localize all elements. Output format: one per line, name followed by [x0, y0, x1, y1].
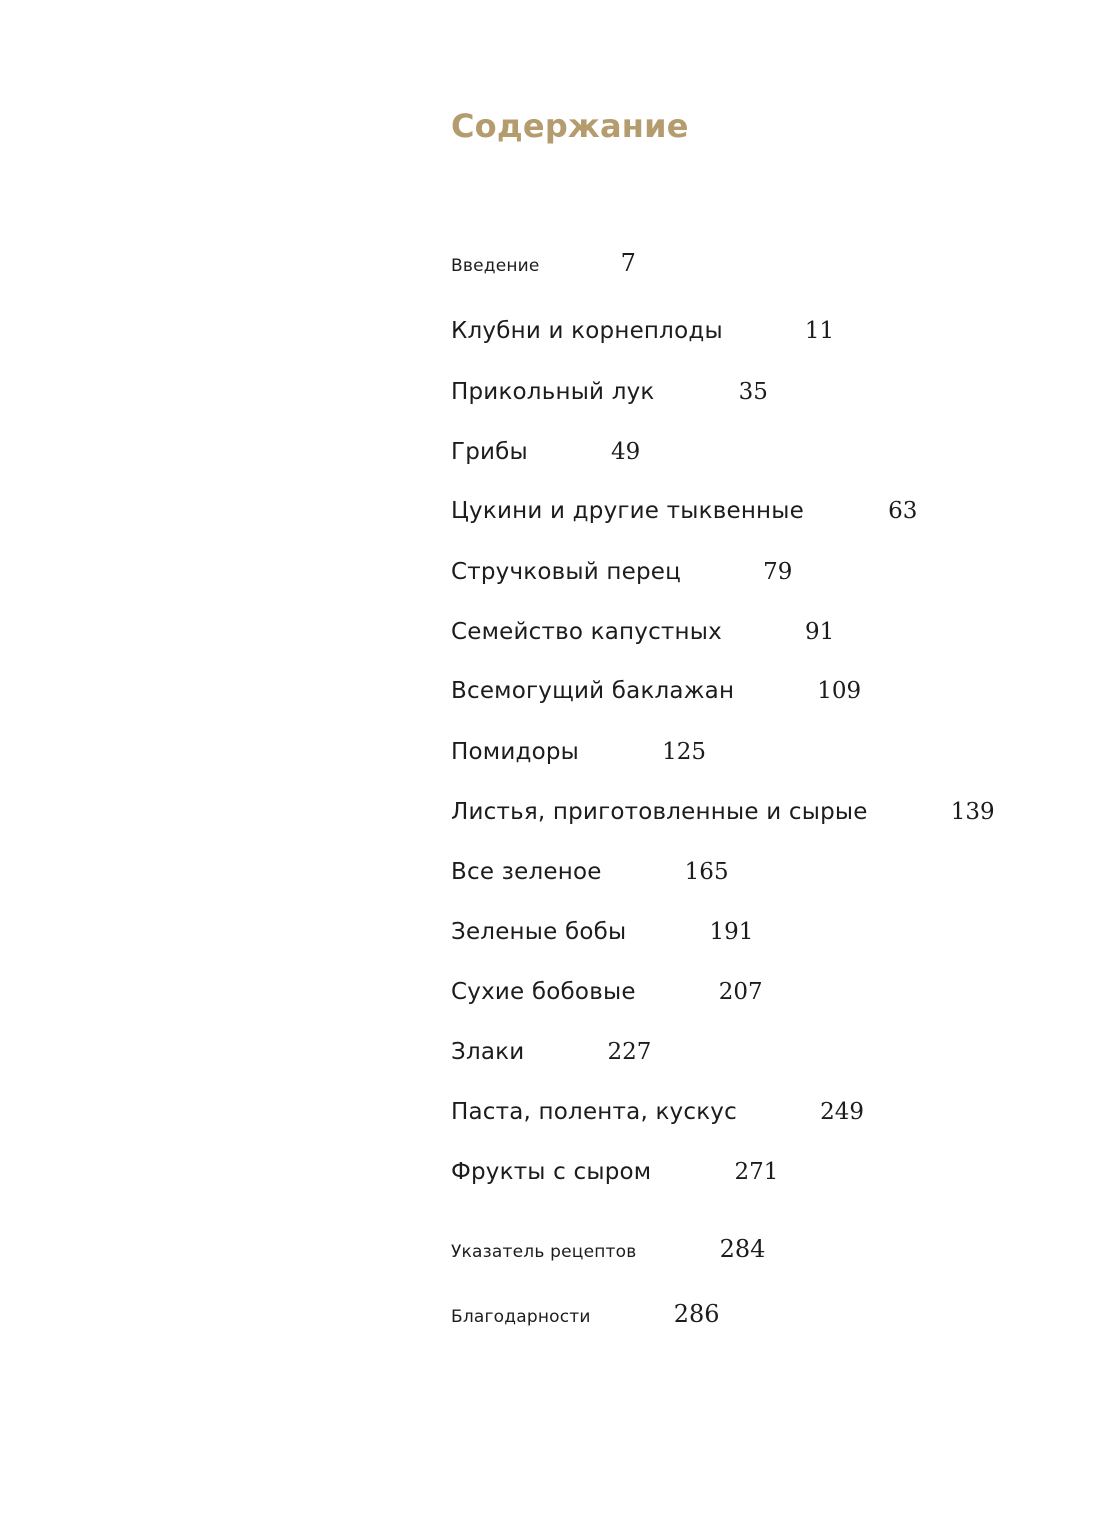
toc-entry-label: Благодарности	[451, 1307, 591, 1327]
toc-entry-page-number: 207	[718, 979, 763, 1005]
toc-entry-page-number: 35	[738, 379, 768, 405]
toc-entry-label: Фрукты с сыром	[451, 1159, 652, 1185]
toc-entry-chapter[interactable]	[451, 436, 640, 468]
toc-entry-chapter[interactable]	[451, 976, 763, 1008]
toc-entry-page-number: 271	[734, 1159, 779, 1185]
toc-entry-page-number: 227	[607, 1039, 652, 1065]
toc-entry-page-number: 125	[662, 739, 706, 765]
toc-entry-label: Сухие бобовые	[451, 979, 636, 1005]
toc-entry-label: Введение	[451, 256, 540, 276]
toc-entry-page-number: 7	[620, 249, 636, 277]
toc-entry-recipe-index[interactable]	[451, 1234, 765, 1264]
toc-entry-label: Стручковый перец	[451, 559, 681, 585]
toc-entry-label: Листья, приготовленные и сырые	[451, 799, 868, 825]
toc-entry-page-number: 63	[888, 498, 918, 524]
toc-entry-chapter[interactable]	[451, 376, 768, 408]
toc-entry-label: Указатель рецептов	[451, 1242, 637, 1262]
toc-entry-chapter[interactable]	[451, 556, 792, 588]
toc-entry-chapter[interactable]	[451, 616, 834, 648]
toc-entry-page-number: 284	[719, 1235, 766, 1263]
toc-entry-acknowledgements[interactable]	[451, 1299, 720, 1329]
toc-entry-chapter[interactable]	[451, 1036, 651, 1068]
toc-entry-page-number: 165	[684, 859, 729, 885]
toc-entry-page-number: 249	[820, 1099, 864, 1125]
toc-entry-chapter[interactable]	[451, 675, 861, 707]
toc-entry-label: Паста, полента, кускус	[451, 1099, 737, 1125]
toc-entry-chapter[interactable]	[451, 1096, 864, 1128]
toc-entry-page-number: 11	[804, 318, 835, 344]
toc-entry-chapter[interactable]	[451, 1156, 778, 1188]
toc-entry-label: Цукини и другие тыквенные	[451, 498, 805, 524]
toc-entry-chapter[interactable]	[451, 856, 729, 888]
page-title: Содержание	[451, 107, 689, 145]
toc-entry-chapter[interactable]	[451, 796, 995, 828]
toc-entry-label: Зеленые бобы	[451, 919, 627, 945]
toc-entry-label: Семейство капустных	[451, 619, 722, 645]
toc-entry-page-number: 49	[611, 439, 641, 465]
toc-entry-label: Всемогущий баклажан	[451, 678, 735, 704]
toc-entry-page-number: 191	[709, 919, 754, 945]
toc-entry-label: Все зеленое	[451, 859, 602, 885]
toc-entry-label: Помидоры	[451, 739, 579, 765]
toc-entry-page-number: 79	[763, 559, 793, 585]
toc-entry-label: Клубни и корнеплоды	[451, 318, 723, 344]
toc-entry-page-number: 286	[673, 1300, 720, 1328]
toc-entry-label: Злаки	[451, 1039, 525, 1065]
toc-entry-chapter[interactable]	[451, 736, 706, 768]
toc-entry-page-number: 139	[950, 799, 995, 825]
toc-entry-chapter[interactable]	[451, 916, 753, 948]
toc-entry-label: Грибы	[451, 439, 528, 465]
toc-entry-label: Прикольный лук	[451, 379, 655, 405]
toc-entry-chapter[interactable]	[451, 315, 834, 347]
toc-entry-page-number: 109	[817, 678, 862, 704]
toc-entry-intro[interactable]	[451, 248, 636, 278]
toc-entry-chapter[interactable]	[451, 495, 917, 527]
toc-entry-page-number: 91	[805, 619, 835, 645]
